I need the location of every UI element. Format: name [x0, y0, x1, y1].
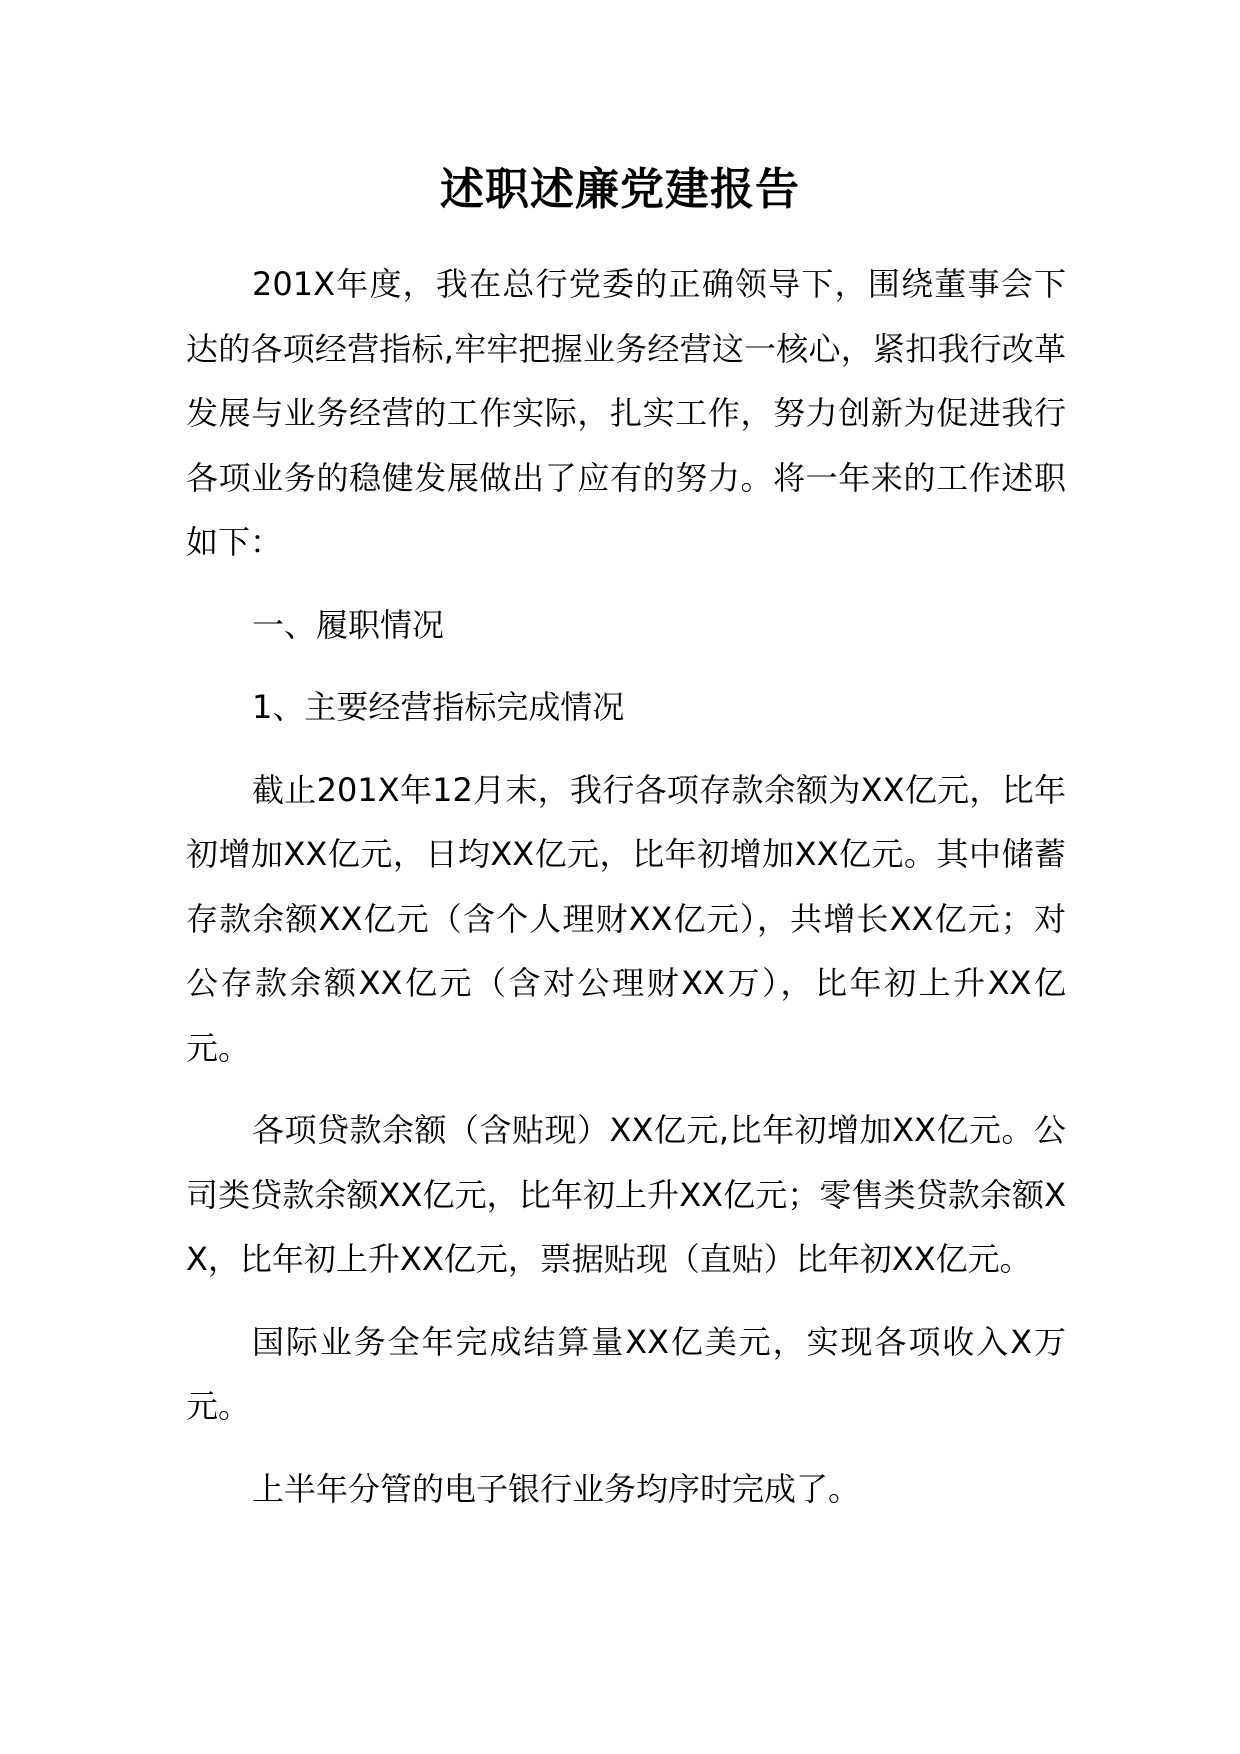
paragraph-ebanking: 上半年分管的电子银行业务均序时完成了。 [252, 1469, 861, 1508]
page-title: 述职述廉党建报告 [440, 164, 800, 215]
section-heading-performance: 一、履职情况 [252, 605, 445, 644]
paragraph-international: 国际业务全年完成结算量XX亿美元，实现各项收入X万元。 [186, 1322, 1066, 1425]
paragraph-intro: 201X年度，我在总行党委的正确领导下，围绕董事会下达的各项经营指标,牢牢把握业务经营这一核心，紧扣我行改革发展与业务经营的工作实际，扎实工作，努力创新为促进我行各项业务的稳健发展做出了应有的努力。将一年来的工作述职如下： [186, 265, 1066, 561]
paragraph-loans: 各项贷款余额（含贴现）XX亿元,比年初增加XX亿元。公司类贷款余额XX亿元，比年初上升XX亿元；零售类贷款余额XX，比年初上升XX亿元，票据贴现（直贴）比年初XX亿元。 [186, 1111, 1066, 1278]
document-body [186, 252, 1066, 1539]
subsection-heading-indicators: 1、主要经营指标完成情况 [252, 688, 625, 726]
paragraph-deposits: 截止201X年12月末，我行各项存款余额为XX亿元，比年初增加XX亿元，日均XX亿元，比年初增加XX亿元。其中储蓄存款余额XX亿元（含个人理财XX亿元），共增长XX亿元；对公存款余额XX亿元（含对公理财XX万），比年初上升XX亿元。 [186, 770, 1066, 1067]
